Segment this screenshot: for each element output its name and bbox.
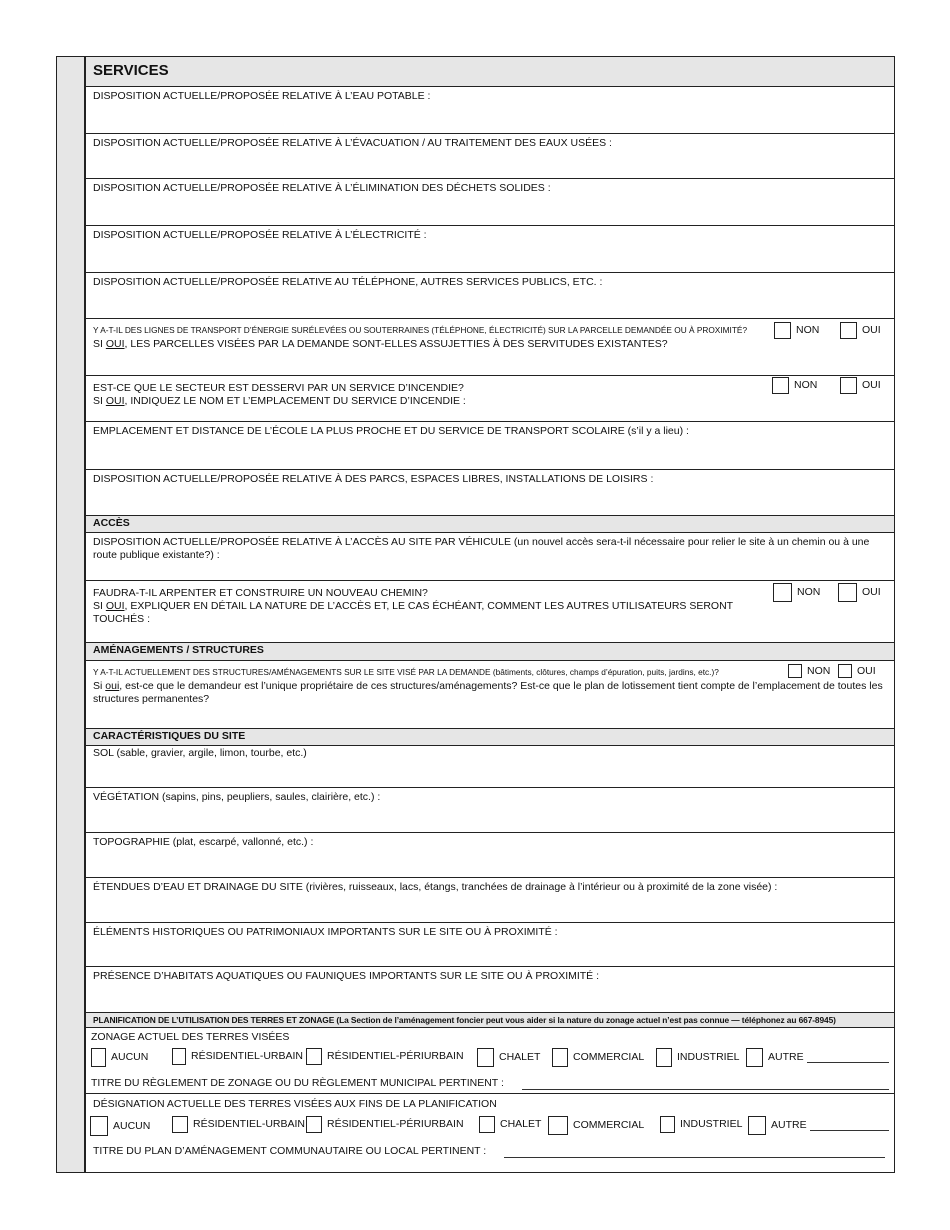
lignes-non-option[interactable] [774, 322, 819, 339]
designation-autre-line[interactable] [810, 1130, 889, 1131]
lignes-transport-row [86, 319, 894, 376]
designation-res-urbain-option[interactable] [172, 1116, 305, 1133]
designation-industriel-checkbox[interactable] [660, 1116, 675, 1133]
zonage-autre-line[interactable] [807, 1062, 889, 1063]
designation-commercial-label: COMMERCIAL [573, 1119, 645, 1131]
incendie-non-label: NON [794, 379, 818, 391]
chemin-oui-underlined: OUI [105, 600, 125, 612]
acces-header [86, 516, 894, 533]
historiques-field[interactable] [86, 923, 894, 967]
incendie-non-option[interactable] [772, 377, 817, 394]
zonage-titre-label: TITRE DU RÈGLEMENT DE ZONAGE OU DU RÈGLEMENT MUNICIPAL PERTINENT : [91, 1077, 504, 1089]
vegetation-label: VÉGÉTATION (sapins, pins, peupliers, saules, clairière, etc.) : [93, 791, 381, 803]
structures-question: Y A-T-IL ACTUELLEMENT DES STRUCTURES/AMÉNAGEMENTS SUR LE SITE VISÉ PAR LA DEMANDE (bâtiments, clôtures, champs d’épuration, puits, jardins, etc.)? [93, 667, 719, 677]
structures-non-checkbox[interactable] [788, 664, 802, 678]
electricite-field[interactable] [86, 226, 894, 273]
zonage-aucun-label: AUCUN [111, 1051, 149, 1063]
designation-res-urbain-checkbox[interactable] [172, 1116, 188, 1133]
incendie-non-checkbox[interactable] [772, 377, 789, 394]
planification-header [86, 1013, 894, 1028]
zonage-section [86, 1028, 894, 1094]
zonage-commercial-option[interactable] [552, 1048, 644, 1067]
lignes-oui-option[interactable] [840, 322, 881, 339]
incendie-row [86, 376, 894, 422]
designation-chalet-label: CHALET [500, 1118, 542, 1130]
chemin-question: FAUDRA-T-IL ARPENTER ET CONSTRUIRE UN NOUVEAU CHEMIN? [93, 587, 428, 599]
planification-title: PLANIFICATION DE L’UTILISATION DES TERRES ET ZONAGE (La Section de l’aménagement foncier peut vous aider si la nature du zonage actuel n’est pas connue — téléphonez au 667-8945) [93, 1015, 836, 1025]
zonage-res-periurbain-checkbox[interactable] [306, 1048, 322, 1065]
chemin-oui-checkbox[interactable] [838, 583, 857, 602]
zonage-aucun-checkbox[interactable] [91, 1048, 106, 1067]
ecole-field[interactable] [86, 422, 894, 470]
designation-autre-checkbox[interactable] [748, 1116, 766, 1135]
designation-label: DÉSIGNATION ACTUELLE DES TERRES VISÉES AUX FINS DE LA PLANIFICATION [93, 1098, 497, 1110]
incendie-detail-text: , INDIQUEZ LE NOM ET L’EMPLACEMENT DU SERVICE D’INCENDIE : [124, 395, 466, 407]
electricite-label: DISPOSITION ACTUELLE/PROPOSÉE RELATIVE À L’ÉLECTRICITÉ : [93, 229, 427, 241]
zonage-industriel-option[interactable] [656, 1048, 739, 1067]
incendie-detail [93, 395, 887, 408]
parcs-label: DISPOSITION ACTUELLE/PROPOSÉE RELATIVE À DES PARCS, ESPACES LIBRES, INSTALLATIONS DE LOISIRS : [93, 473, 654, 485]
lignes-non-checkbox[interactable] [774, 322, 791, 339]
designation-autre-option[interactable] [748, 1116, 807, 1135]
designation-industriel-label: INDUSTRIEL [680, 1118, 743, 1130]
structures-si: Si [93, 680, 103, 692]
amenagements-header [86, 643, 894, 661]
structures-oui-label: OUI [857, 664, 876, 677]
caracteristiques-title: CARACTÉRISTIQUES DU SITE [93, 730, 246, 742]
zonage-chalet-checkbox[interactable] [477, 1048, 494, 1067]
zonage-commercial-label: COMMERCIAL [573, 1051, 645, 1063]
incendie-si: SI [93, 395, 103, 407]
chemin-non-checkbox[interactable] [773, 583, 792, 602]
zonage-commercial-checkbox[interactable] [552, 1048, 568, 1067]
habitats-label: PRÉSENCE D’HABITATS AQUATIQUES OU FAUNIQUES IMPORTANTS SUR LE SITE OU À PROXIMITÉ : [93, 970, 600, 982]
designation-chalet-option[interactable] [479, 1116, 541, 1133]
incendie-oui-label: OUI [862, 379, 881, 391]
zonage-res-periurbain-option[interactable] [306, 1048, 464, 1065]
lignes-non-label: NON [796, 324, 820, 336]
eau-drainage-field[interactable] [86, 878, 894, 923]
structures-oui-underlined: oui [105, 680, 120, 692]
designation-commercial-checkbox[interactable] [548, 1116, 568, 1135]
sol-label: SOL (sable, gravier, argile, limon, tourbe, etc.) [93, 747, 307, 759]
acces-title: ACCÈS [93, 517, 130, 529]
zonage-industriel-label: INDUSTRIEL [677, 1051, 740, 1063]
form [85, 56, 895, 1173]
chemin-detail [93, 600, 753, 626]
incendie-oui-checkbox[interactable] [840, 377, 857, 394]
dechets-field[interactable] [86, 179, 894, 226]
zonage-industriel-checkbox[interactable] [656, 1048, 672, 1067]
services-title: SERVICES [93, 62, 169, 79]
designation-industriel-option[interactable] [660, 1116, 742, 1133]
dechets-label: DISPOSITION ACTUELLE/PROPOSÉE RELATIVE À L’ÉLIMINATION DES DÉCHETS SOLIDES : [93, 182, 551, 194]
chemin-detail-text: , EXPLIQUER EN DÉTAIL LA NATURE DE L’ACCÈS ET, LE CAS ÉCHÉANT, COMMENT LES AUTRES UTILISATEURS SERONT TOUCHÉS : [93, 600, 733, 625]
acces-vehicule-field[interactable] [86, 533, 894, 581]
structures-oui-option[interactable] [838, 664, 876, 678]
designation-titre-label: TITRE DU PLAN D’AMÉNAGEMENT COMMUNAUTAIRE OU LOCAL PERTINENT : [93, 1145, 487, 1157]
topographie-field[interactable] [86, 833, 894, 878]
designation-aucun-checkbox[interactable] [90, 1116, 108, 1136]
eaux-usees-field[interactable] [86, 134, 894, 179]
zonage-res-urbain-option[interactable] [172, 1048, 303, 1065]
zonage-chalet-label: CHALET [499, 1051, 541, 1063]
designation-res-periurbain-label: RÉSIDENTIEL-PÉRIURBAIN [327, 1118, 464, 1130]
eau-drainage-label: ÉTENDUES D’EAU ET DRAINAGE DU SITE (rivières, ruisseaux, lacs, étangs, tranchées de drainage à l’intérieur ou à proximité de la zone visée) : [93, 881, 778, 893]
incendie-oui-option[interactable] [840, 377, 881, 394]
zonage-label: ZONAGE ACTUEL DES TERRES VISÉES [91, 1031, 290, 1043]
chemin-si: SI [93, 600, 103, 612]
structures-detail [93, 680, 887, 706]
nouveau-chemin-row [86, 581, 894, 643]
zonage-chalet-option[interactable] [477, 1048, 540, 1067]
habitats-field[interactable] [86, 967, 894, 1013]
designation-res-urbain-label: RÉSIDENTIEL-URBAIN [193, 1118, 306, 1130]
incendie-question: EST-CE QUE LE SECTEUR EST DESSERVI PAR UN SERVICE D’INCENDIE? [93, 382, 464, 394]
vegetation-field[interactable] [86, 788, 894, 833]
eaux-usees-label: DISPOSITION ACTUELLE/PROPOSÉE RELATIVE À L’ÉVACUATION / AU TRAITEMENT DES EAUX USÉES : [93, 137, 612, 149]
structures-oui-checkbox[interactable] [838, 664, 852, 678]
acces-vehicule-label: DISPOSITION ACTUELLE/PROPOSÉE RELATIVE À L’ACCÈS AU SITE PAR VÉHICULE (un nouvel accès sera-t-il nécessaire pour relier le site à un chemin ou à une route publique existante?) : [93, 536, 870, 561]
designation-section [86, 1094, 894, 1174]
designation-aucun-option[interactable] [90, 1116, 150, 1136]
structures-row [86, 661, 894, 729]
lignes-oui-checkbox[interactable] [840, 322, 857, 339]
services-header [86, 57, 894, 87]
eau-potable-field[interactable] [86, 87, 894, 134]
structures-non-label: NON [807, 664, 831, 677]
chemin-oui-option[interactable] [838, 583, 881, 602]
structures-non-option[interactable] [788, 664, 830, 678]
lignes-servitudes-text: , LES PARCELLES VISÉES PAR LA DEMANDE SONT-ELLES ASSUJETTIES À DES SERVITUDES EXISTANTES? [124, 338, 668, 350]
zonage-titre-line[interactable] [522, 1089, 889, 1090]
telephone-label: DISPOSITION ACTUELLE/PROPOSÉE RELATIVE AU TÉLÉPHONE, AUTRES SERVICES PUBLICS, ETC. : [93, 276, 603, 288]
lignes-si: SI [93, 338, 103, 350]
lignes-question: Y A-T-IL DES LIGNES DE TRANSPORT D’ÉNERGIE SURÉLEVÉES OU SOUTERRAINES (TÉLÉPHONE, ÉLECTRICITÉ) SUR LA PARCELLE DEMANDÉE OU À PROXIMITÉ? [93, 325, 748, 335]
designation-commercial-option[interactable] [548, 1116, 644, 1135]
zonage-res-urbain-checkbox[interactable] [172, 1048, 186, 1065]
incendie-oui-underlined: OUI [105, 395, 125, 407]
zonage-autre-label: AUTRE [768, 1051, 804, 1063]
structures-detail-text: , est-ce que le demandeur est l’unique propriétaire de ces structures/aménagements? Est-ce que le plan de lotissement tient compte de l’emplacement de toutes les structures permanentes? [93, 680, 883, 705]
designation-titre-line[interactable] [504, 1157, 885, 1158]
caracteristiques-header [86, 729, 894, 746]
zonage-autre-checkbox[interactable] [746, 1048, 763, 1067]
zonage-autre-option[interactable] [746, 1048, 804, 1067]
lignes-oui-label: OUI [862, 324, 881, 336]
designation-res-periurbain-checkbox[interactable] [306, 1116, 322, 1133]
sol-field[interactable] [86, 746, 894, 788]
chemin-non-label: NON [797, 586, 821, 598]
parcs-field[interactable] [86, 470, 894, 516]
lignes-oui-underlined: OUI [105, 338, 125, 350]
topographie-label: TOPOGRAPHIE (plat, escarpé, vallonné, etc.) : [93, 836, 314, 848]
designation-autre-label: AUTRE [771, 1119, 807, 1131]
chemin-non-option[interactable] [773, 583, 820, 602]
ecole-label: EMPLACEMENT ET DISTANCE DE L’ÉCOLE LA PLUS PROCHE ET DU SERVICE DE TRANSPORT SCOLAIRE (s’il y a lieu) : [93, 425, 689, 437]
zonage-res-urbain-label: RÉSIDENTIEL-URBAIN [191, 1050, 304, 1062]
zonage-res-periurbain-label: RÉSIDENTIEL-PÉRIURBAIN [327, 1050, 464, 1062]
lignes-servitudes [93, 338, 887, 351]
amenagements-title: AMÉNAGEMENTS / STRUCTURES [93, 644, 264, 656]
eau-potable-label: DISPOSITION ACTUELLE/PROPOSÉE RELATIVE À L’EAU POTABLE : [93, 90, 431, 102]
designation-res-periurbain-option[interactable] [306, 1116, 464, 1133]
zonage-aucun-option[interactable] [91, 1048, 148, 1067]
designation-aucun-label: AUCUN [113, 1119, 151, 1132]
left-margin-stripe [56, 56, 85, 1173]
historiques-label: ÉLÉMENTS HISTORIQUES OU PATRIMONIAUX IMPORTANTS SUR LE SITE OU À PROXIMITÉ : [93, 926, 558, 938]
chemin-oui-label: OUI [862, 586, 881, 598]
designation-chalet-checkbox[interactable] [479, 1116, 495, 1133]
telephone-field[interactable] [86, 273, 894, 319]
